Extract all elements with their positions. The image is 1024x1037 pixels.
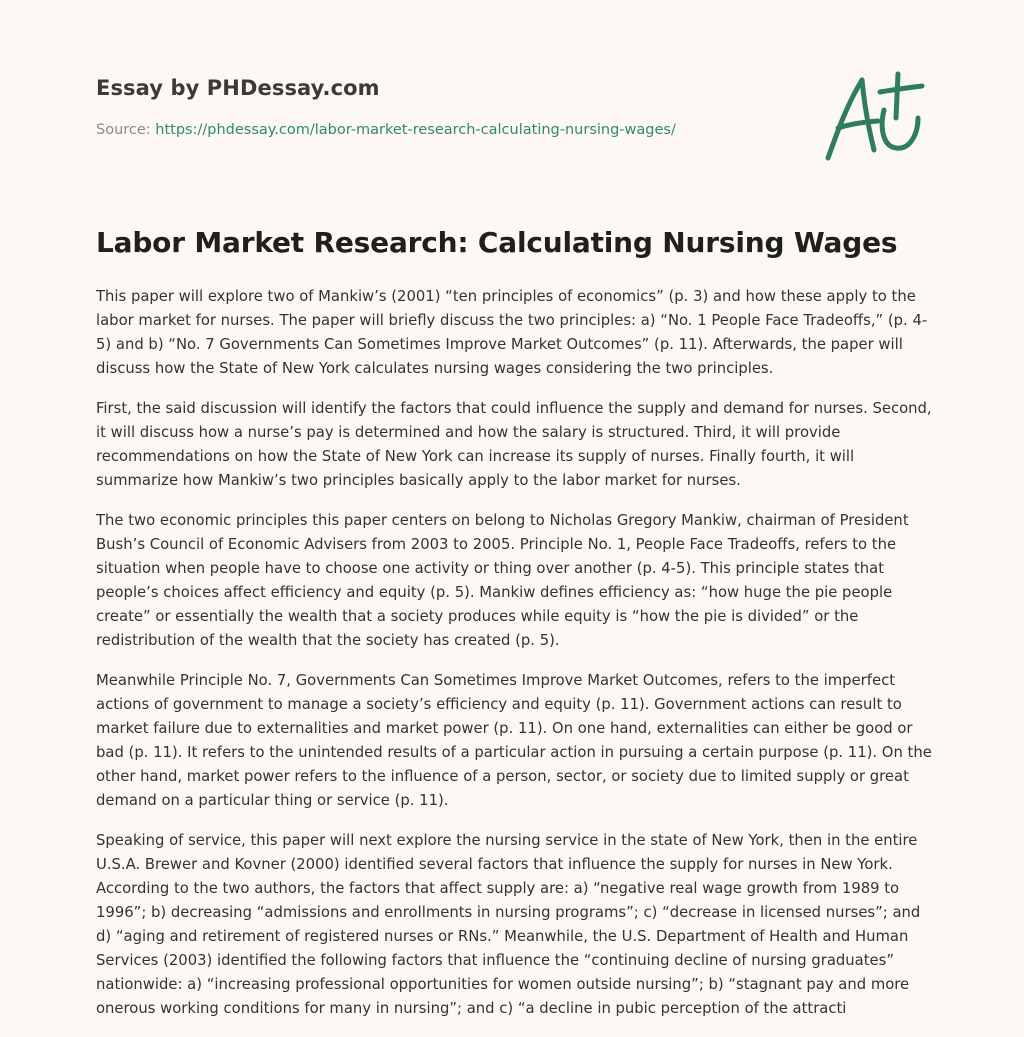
paragraph: Speaking of service, this paper will next explore the nursing service in the state of New York, then in the entire U.S.A. Brewer and Kovner (2000) identified several factors that influence the supply for nurses in New York. According to the two authors, the factors that affect supply are: a) “negative real wage growth from 1989 to 1996”; b) decreasing “admissions and enrollments in nursing programs”; c) “decrease in licensed nurses”; and d) “aging and retirement of registered nurses or RNs.” Meanwhile, the U.S. Department of Health and Human Services (2003) identified the following factors that influence the “continuing decline of nursing graduates” nationwide: a) “increasing professional opportunities for women outside nursing”; b) “stagnant pay and more onerous working conditions for many in nursing”; and c) “a decline in pubic perception of the attracti	[96, 832, 921, 1017]
brand-title: Essay by PHDessay.com	[96, 76, 380, 100]
article-title: Labor Market Research: Calculating Nursing Wages	[96, 226, 898, 259]
a-plus-logo-icon	[818, 66, 928, 166]
paragraph: First, the said discussion will identify the factors that could influence the supply and demand for nurses. Second, it will discuss how a nurse’s pay is determined and how the salary is structured. Third, it will provide recommendations on how the State of New York can increase its supply of nurses. Finally fourth, it will summarize how Mankiw’s two principles basically apply to the labor market for nurses.	[96, 400, 932, 489]
paragraph: Meanwhile Principle No. 7, Governments Can Sometimes Improve Market Outcomes, refers to the imperfect actions of government to manage a society’s efficiency and equity (p. 11). Government actions can result to market failure due to externalities and market power (p. 11). On one hand, externalities can either be good or bad (p. 11). It refers to the unintended results of a particular action in pursuing a certain purpose (p. 11). On the other hand, market power refers to the influence of a person, sector, or society due to limited supply or great demand on a particular thing or service (p. 11).	[96, 672, 932, 809]
page-header	[96, 76, 796, 138]
source-link[interactable]: https://phdessay.com/labor-market-research-calculating-nursing-wages/	[155, 122, 676, 138]
paragraph: This paper will explore two of Mankiw’s (2001) “ten principles of economics” (p. 3) and how these apply to the labor market for nurses. The paper will briefly discuss the two principles: a) “No. 1 People Face Tradeoffs,” (p. 4-5) and b) “No. 7 Governments Can Sometimes Improve Market Outcomes” (p. 11). Afterwards, the paper will discuss how the State of New York calculates nursing wages considering the two principles.	[96, 288, 928, 377]
article-body	[96, 285, 932, 1037]
source-line	[96, 122, 796, 138]
source-label: Source:	[96, 122, 151, 138]
paragraph: The two economic principles this paper centers on belong to Nicholas Gregory Mankiw, chairman of President Bush’s Council of Economic Advisers from 2003 to 2005. Principle No. 1, People Face Tradeoffs, refers to the situation when people have to choose one activity or thing over another (p. 4-5). This principle states that people’s choices affect efficiency and equity (p. 5). Mankiw defines efficiency as: “how huge the pie people create” or essentially the wealth that a society produces while equity is “how the pie is divided” or the redistribution of the wealth that the society has created (p. 5).	[96, 512, 909, 649]
